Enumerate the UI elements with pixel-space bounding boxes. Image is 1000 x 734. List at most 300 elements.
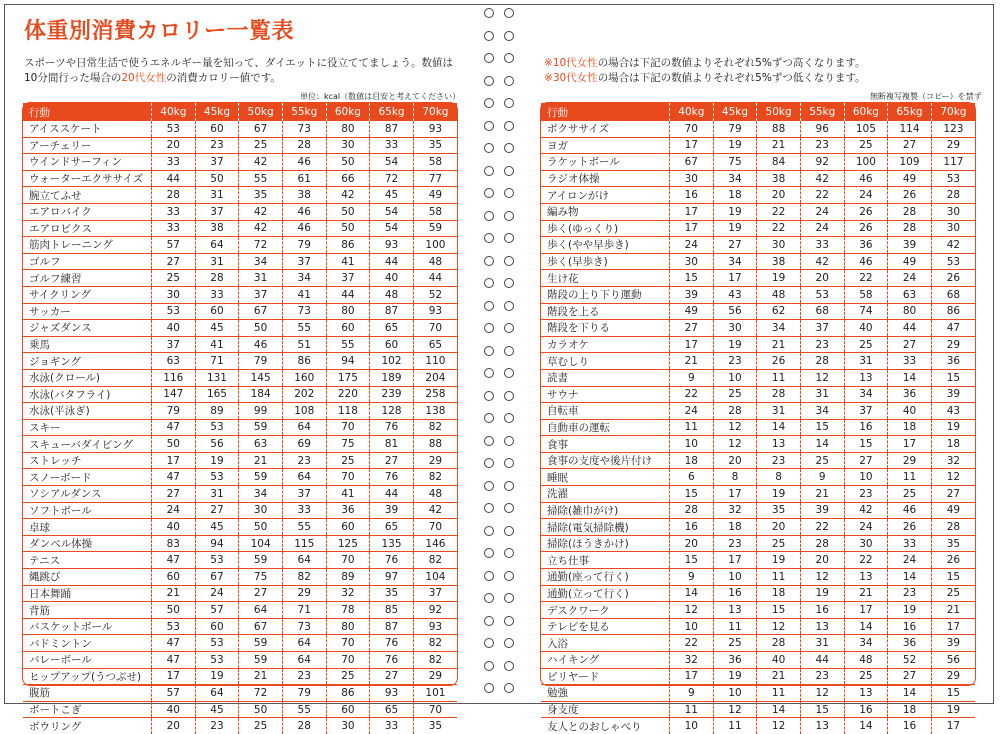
calorie-cell: 70 [413,519,457,536]
activity-cell: ウインドサーフィン [23,154,152,171]
calorie-cell: 14 [844,718,888,734]
binder-ring-icon [484,53,494,63]
calorie-cell: 101 [413,685,457,702]
calorie-cell: 13 [800,718,844,734]
calorie-cell: 17 [670,220,714,237]
calorie-cell: 26 [844,220,888,237]
calorie-cell: 47 [152,552,196,569]
calorie-cell: 37 [282,486,326,503]
calorie-cell: 60 [152,569,196,586]
calorie-cell: 93 [370,237,414,254]
calorie-cell: 47 [931,320,975,337]
calorie-cell: 19 [757,486,801,503]
calorie-cell: 55 [282,519,326,536]
activity-cell: ストレッチ [23,452,152,469]
calorie-cell: 40 [152,519,196,536]
calorie-cell: 46 [239,336,283,353]
binder-ring-icon [484,413,494,423]
calorie-cell: 93 [413,618,457,635]
binder-ring-icon [504,661,514,671]
calorie-cell: 18 [757,585,801,602]
calorie-cell: 56 [713,303,757,320]
calorie-cell: 50 [326,203,370,220]
calorie-cell: 11 [713,618,757,635]
calorie-cell: 64 [195,685,239,702]
binder-ring-icon [504,458,514,468]
calorie-cell: 19 [713,220,757,237]
calorie-cell: 46 [888,502,932,519]
calorie-cell: 33 [152,220,196,237]
calorie-cell: 15 [931,685,975,702]
calorie-cell: 17 [931,618,975,635]
calorie-cell: 22 [844,552,888,569]
calorie-cell: 31 [800,386,844,403]
table-row [23,419,457,436]
calorie-cell: 41 [282,286,326,303]
calorie-cell: 65 [370,701,414,718]
calorie-cell: 89 [195,403,239,420]
calorie-cell: 39 [370,502,414,519]
calorie-cell: 37 [195,203,239,220]
binder-ring-icon [504,616,514,626]
calorie-cell: 33 [888,535,932,552]
calorie-cell: 73 [282,618,326,635]
table-row [541,286,975,303]
calorie-cell: 75 [326,436,370,453]
table-row [23,452,457,469]
calorie-cell: 31 [757,403,801,420]
calorie-cell: 45 [370,187,414,204]
activity-cell: 通勤(座って行く) [541,569,670,586]
calorie-cell: 46 [844,170,888,187]
binder-ring-icon [484,548,494,558]
table-row [541,618,975,635]
calorie-cell: 75 [713,154,757,171]
calorie-cell: 30 [670,253,714,270]
activity-cell: 生け花 [541,270,670,287]
calorie-cell: 59 [239,552,283,569]
binder-ring-icon [504,31,514,41]
calorie-cell: 104 [413,569,457,586]
calorie-cell: 67 [239,303,283,320]
calorie-cell: 59 [239,635,283,652]
activity-cell: スノーボード [23,469,152,486]
calorie-cell: 19 [713,203,757,220]
table-row [23,469,457,486]
binder-ring-icon [504,413,514,423]
table-row [541,635,975,652]
calorie-cell: 40 [888,403,932,420]
calorie-cell: 19 [195,668,239,685]
calorie-cell: 34 [800,403,844,420]
calorie-cell: 11 [670,701,714,718]
calorie-cell: 16 [670,187,714,204]
calorie-cell: 30 [326,137,370,154]
calorie-cell: 33 [370,137,414,154]
table-row [23,336,457,353]
table-row [23,369,457,386]
calorie-cell: 71 [282,602,326,619]
table-row [541,303,975,320]
binder-ring-icon [484,121,494,131]
calorie-cell: 42 [413,502,457,519]
note-10s: ※10代女性の場合は下記の数値よりそれぞれ5%ずつ高くなります。 [544,57,866,69]
calorie-cell: 29 [888,452,932,469]
calorie-cell: 13 [757,436,801,453]
activity-cell: エアロビクス [23,220,152,237]
calorie-cell: 31 [239,270,283,287]
calorie-cell: 14 [888,369,932,386]
calorie-cell: 12 [800,569,844,586]
calorie-cell: 29 [931,668,975,685]
calorie-cell: 16 [670,519,714,536]
calorie-cell: 43 [931,403,975,420]
calorie-cell: 42 [239,154,283,171]
binder-ring-icon [504,166,514,176]
left-header-weight-6: 65kg [370,103,414,121]
calorie-cell: 33 [888,353,932,370]
calorie-cell: 12 [800,369,844,386]
table-row [541,535,975,552]
table-row [23,237,457,254]
calorie-cell: 31 [844,353,888,370]
calorie-cell: 50 [326,220,370,237]
calorie-cell: 28 [282,137,326,154]
calorie-cell: 64 [282,635,326,652]
calorie-cell: 33 [800,237,844,254]
table-row [541,668,975,685]
binder-ring-icon [484,211,494,221]
activity-cell: 掃除(電気掃除機) [541,519,670,536]
calorie-cell: 10 [713,369,757,386]
calorie-cell: 45 [195,519,239,536]
calorie-cell: 118 [326,403,370,420]
calorie-cell: 67 [239,121,283,137]
calorie-cell: 21 [757,668,801,685]
calorie-cell: 64 [282,652,326,669]
calorie-cell: 8 [757,469,801,486]
left-header-activity: 行動 [23,103,152,121]
calorie-cell: 34 [282,270,326,287]
calorie-cell: 30 [713,320,757,337]
calorie-cell: 50 [326,154,370,171]
calorie-cell: 24 [844,519,888,536]
calorie-cell: 23 [800,336,844,353]
binder-ring-icon [504,143,514,153]
calorie-cell: 49 [888,170,932,187]
calorie-cell: 88 [413,436,457,453]
activity-cell: 掃除(ほうきかけ) [541,535,670,552]
calorie-cell: 53 [195,552,239,569]
binder-ring-icon [504,346,514,356]
binder-rings [480,8,518,708]
calorie-cell: 14 [757,701,801,718]
calorie-cell: 57 [152,237,196,254]
calorie-cell: 19 [713,668,757,685]
calorie-cell: 104 [239,535,283,552]
calorie-cell: 35 [931,535,975,552]
calorie-cell: 49 [931,502,975,519]
calorie-cell: 17 [844,602,888,619]
calorie-cell: 53 [195,652,239,669]
table-row [23,685,457,702]
calorie-cell: 64 [282,552,326,569]
activity-cell: 洗濯 [541,486,670,503]
table-row [541,270,975,287]
calorie-cell: 48 [370,286,414,303]
activity-cell: 歩く(ゆっくり) [541,220,670,237]
activity-cell: ソシアルダンス [23,486,152,503]
activity-cell: ウォーターエクササイズ [23,170,152,187]
calorie-cell: 24 [888,270,932,287]
calorie-cell: 44 [413,270,457,287]
calorie-cell: 74 [844,303,888,320]
calorie-cell: 20 [800,270,844,287]
calorie-cell: 13 [844,369,888,386]
calorie-cell: 36 [844,237,888,254]
activity-cell: 編み物 [541,203,670,220]
calorie-cell: 70 [670,121,714,137]
left-header-weight-2: 45kg [195,103,239,121]
calorie-cell: 15 [670,486,714,503]
right-header-row [541,103,975,121]
calorie-cell: 22 [800,519,844,536]
calorie-cell: 80 [888,303,932,320]
calorie-cell: 19 [757,552,801,569]
calorie-cell: 10 [844,469,888,486]
calorie-cell: 53 [931,253,975,270]
calorie-cell: 49 [413,187,457,204]
binder-ring-icon [484,166,494,176]
calorie-cell: 30 [931,203,975,220]
calorie-cell: 23 [282,668,326,685]
calorie-cell: 61 [282,170,326,187]
intro-text: スポーツや日常生活で使うエネルギー量を知って、ダイエットに役立ててましょう。数値は10分間行った場合の20代女性の消費カロリー値です。 [24,57,454,84]
calorie-cell: 94 [326,353,370,370]
calorie-cell: 42 [800,170,844,187]
calorie-cell: 46 [282,220,326,237]
right-header-weight-4: 55kg [800,103,844,121]
binder-ring-icon [504,571,514,581]
activity-cell: スキー [23,419,152,436]
calorie-cell: 44 [370,486,414,503]
table-row [541,386,975,403]
calorie-cell: 93 [413,121,457,137]
calorie-cell: 14 [800,436,844,453]
table-row [541,585,975,602]
calorie-cell: 46 [282,154,326,171]
calorie-cell: 87 [370,121,414,137]
calorie-cell: 54 [370,220,414,237]
calorie-cell: 86 [931,303,975,320]
calorie-cell: 258 [413,386,457,403]
activity-cell: 腕立てふせ [23,187,152,204]
binder-ring-icon [484,188,494,198]
calorie-cell: 39 [800,502,844,519]
calorie-cell: 28 [670,502,714,519]
calorie-cell: 15 [844,436,888,453]
calorie-cell: 22 [757,203,801,220]
calorie-cell: 12 [713,436,757,453]
calorie-cell: 79 [282,685,326,702]
activity-cell: 草むしり [541,353,670,370]
right-header-weight-3: 50kg [757,103,801,121]
calorie-cell: 41 [326,486,370,503]
calorie-cell: 55 [239,170,283,187]
activity-cell: 水泳(クロール) [23,369,152,386]
activity-cell: バスケットボール [23,618,152,635]
calorie-cell: 32 [931,452,975,469]
calorie-cell: 17 [888,436,932,453]
binder-ring-icon [484,98,494,108]
calorie-cell: 27 [888,668,932,685]
table-row [23,502,457,519]
calorie-cell: 20 [757,519,801,536]
binder-ring-icon [484,233,494,243]
calorie-cell: 26 [888,187,932,204]
calorie-cell: 50 [239,320,283,337]
calorie-cell: 42 [844,502,888,519]
calorie-cell: 28 [757,386,801,403]
calorie-cell: 27 [888,336,932,353]
binder-ring-icon [504,53,514,63]
calorie-cell: 55 [326,336,370,353]
calorie-cell: 33 [282,502,326,519]
activity-cell: 睡眠 [541,469,670,486]
calorie-cell: 72 [239,685,283,702]
right-header-weight-7: 70kg [931,103,975,121]
calorie-cell: 9 [800,469,844,486]
calorie-cell: 60 [326,519,370,536]
calorie-cell: 25 [713,386,757,403]
calorie-cell: 125 [326,535,370,552]
calorie-cell: 26 [844,203,888,220]
unit-note: 単位：kcal（数値は目安と考えてください） [300,92,461,101]
binder-ring-icon [484,638,494,648]
calorie-cell: 20 [800,552,844,569]
binder-ring-icon [504,8,514,18]
calorie-cell: 39 [931,386,975,403]
calorie-cell: 54 [370,154,414,171]
table-row [23,121,457,137]
calorie-cell: 73 [282,303,326,320]
calorie-cell: 70 [413,320,457,337]
calorie-cell: 114 [888,121,932,137]
calorie-cell: 25 [931,585,975,602]
calorie-cell: 54 [370,203,414,220]
calorie-cell: 11 [888,469,932,486]
calorie-cell: 37 [282,253,326,270]
activity-cell: ボクササイズ [547,123,610,136]
calorie-cell: 82 [413,652,457,669]
binder-ring-icon [504,391,514,401]
calorie-cell: 40 [152,701,196,718]
calorie-cell: 13 [844,685,888,702]
calorie-cell: 19 [713,336,757,353]
calorie-cell: 117 [931,154,975,171]
calorie-cell: 28 [931,187,975,204]
binder-ring-icon [504,76,514,86]
calorie-cell: 76 [370,469,414,486]
binder-ring-icon [504,233,514,243]
activity-cell: 友人とのおしゃべり [541,718,670,734]
calorie-cell: 82 [413,635,457,652]
right-header-weight-6: 65kg [888,103,932,121]
calorie-table-left [22,102,458,733]
calorie-cell: 19 [195,452,239,469]
calorie-cell: 30 [326,718,370,734]
activity-cell: ハイキング [541,652,670,669]
calorie-cell: 33 [152,203,196,220]
calorie-cell: 47 [152,419,196,436]
table-row [23,569,457,586]
binder-ring-icon [484,503,494,513]
table-row [541,253,975,270]
binder-ring-icon [484,368,494,378]
table-row [23,635,457,652]
binder-ring-icon [484,256,494,266]
binder-ring-icon [484,323,494,333]
calorie-cell: 34 [239,486,283,503]
calorie-table-right [540,102,976,733]
calorie-cell: 27 [152,486,196,503]
calorie-cell: 17 [931,718,975,734]
calorie-cell: 60 [195,121,239,137]
calorie-cell: 10 [670,618,714,635]
calorie-cell: 87 [370,618,414,635]
calorie-cell: 42 [800,253,844,270]
binder-ring-icon [484,436,494,446]
calorie-cell: 11 [713,718,757,734]
calorie-cell: 34 [844,386,888,403]
calorie-cell: 11 [670,419,714,436]
calorie-cell: 18 [670,452,714,469]
calorie-cell: 78 [326,602,370,619]
calorie-cell: 70 [326,652,370,669]
table-row [541,486,975,503]
activity-cell: ゴルフ練習 [23,270,152,287]
calorie-cell: 31 [195,486,239,503]
table-row [541,502,975,519]
calorie-cell: 11 [757,369,801,386]
calorie-cell: 36 [888,386,932,403]
right-header-weight-2: 45kg [713,103,757,121]
calorie-cell: 48 [413,253,457,270]
calorie-cell: 10 [713,569,757,586]
calorie-cell: 30 [931,220,975,237]
activity-cell: ラケットボール [541,154,670,171]
calorie-cell: 25 [152,270,196,287]
right-header-weight-5: 60kg [844,103,888,121]
table-row [541,237,975,254]
calorie-cell: 29 [931,336,975,353]
calorie-cell: 19 [757,270,801,287]
binder-ring-icon [484,481,494,491]
calorie-cell: 131 [195,369,239,386]
binder-ring-icon [504,683,514,693]
calorie-cell: 160 [282,369,326,386]
calorie-cell: 11 [757,685,801,702]
calorie-cell: 26 [757,353,801,370]
table-row [23,303,457,320]
calorie-cell: 20 [757,187,801,204]
binder-ring-icon [484,661,494,671]
table-row [541,685,975,702]
calorie-cell: 58 [413,203,457,220]
calorie-cell: 24 [670,237,714,254]
calorie-cell: 12 [800,685,844,702]
calorie-cell: 15 [931,369,975,386]
